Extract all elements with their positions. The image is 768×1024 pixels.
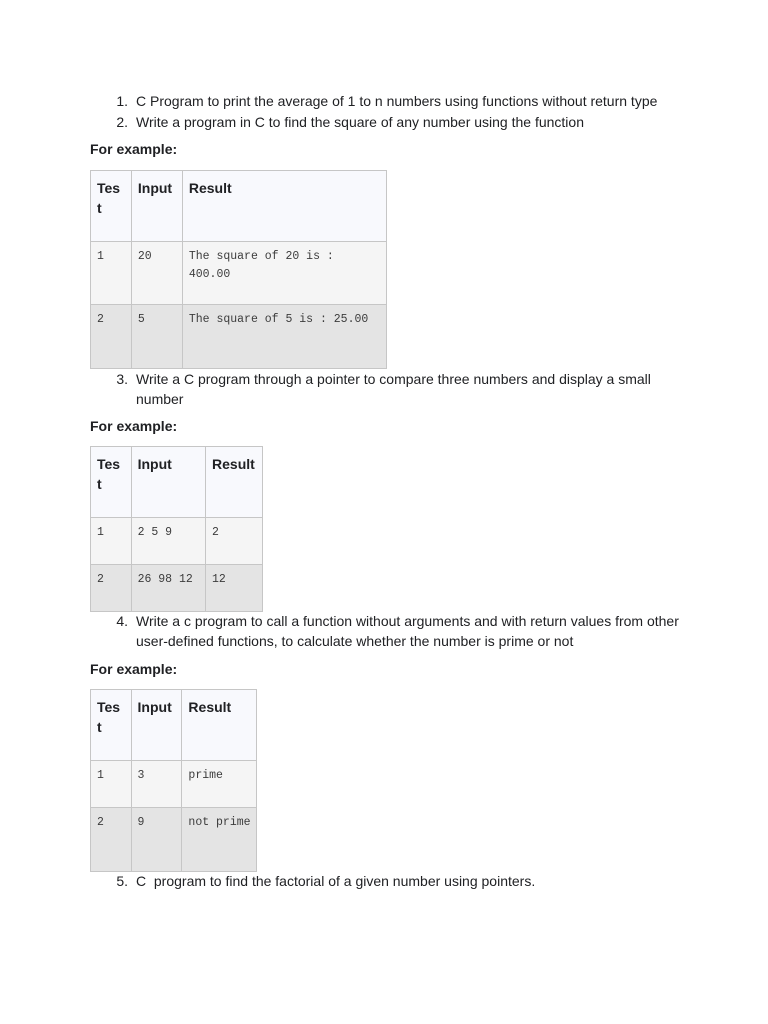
cell-result: The square of 5 is : 25.00 xyxy=(182,305,386,369)
table-row xyxy=(91,242,387,305)
list-number: 3. xyxy=(116,371,128,387)
list-text: C program to find the factorial of a given number using pointers. xyxy=(136,873,536,889)
table-header-row xyxy=(91,171,387,242)
list-text: Write a c program to call a function without arguments and with return values from other user-defined functions, to calculate whether the number is prime or not xyxy=(136,613,679,649)
cell-test: 1 xyxy=(91,761,132,808)
list-text: Write a C program through a pointer to compare three numbers and display a small number xyxy=(136,371,651,407)
cell-test: 1 xyxy=(91,518,132,565)
table-row xyxy=(91,518,263,565)
header-input: Input xyxy=(131,171,182,242)
example-label: For example: xyxy=(90,141,178,157)
cell-input: 2 5 9 xyxy=(131,518,205,565)
header-result: Result xyxy=(182,171,386,242)
example-label: For example: xyxy=(90,418,178,434)
table-header-row xyxy=(91,447,263,518)
table-header-row xyxy=(91,690,257,761)
cell-input: 3 xyxy=(131,761,182,808)
cell-input: 9 xyxy=(131,808,182,872)
table-row xyxy=(91,305,387,369)
cell-test: 1 xyxy=(91,242,132,305)
list-text: Write a program in C to find the square of any number using the function xyxy=(136,114,584,130)
header-result: Result xyxy=(182,690,257,761)
header-test: Tes t xyxy=(91,171,132,242)
list-text: C Program to print the average of 1 to n numbers using functions without return type xyxy=(136,93,658,109)
header-input: Input xyxy=(131,690,182,761)
header-result: Result xyxy=(206,447,263,518)
header-test: Tes t xyxy=(91,690,132,761)
cell-test: 2 xyxy=(91,808,132,872)
cell-result: The square of 20 is : 400.00 xyxy=(182,242,386,305)
list-number: 4. xyxy=(116,613,128,629)
header-input: Input xyxy=(131,447,205,518)
cell-input: 20 xyxy=(131,242,182,305)
list-number: 2. xyxy=(116,114,128,130)
example-table-1 xyxy=(90,170,387,369)
example-table-2 xyxy=(90,446,263,612)
list-number: 5. xyxy=(116,873,128,889)
cell-result: prime xyxy=(182,761,257,808)
cell-test: 2 xyxy=(91,305,132,369)
table-row xyxy=(91,808,257,872)
cell-test: 2 xyxy=(91,565,132,612)
example-table-3 xyxy=(90,689,257,872)
example-label: For example: xyxy=(90,661,178,677)
cell-result: 2 xyxy=(206,518,263,565)
cell-input: 5 xyxy=(131,305,182,369)
cell-result: 12 xyxy=(206,565,263,612)
cell-input: 26 98 12 xyxy=(131,565,205,612)
header-test: Tes t xyxy=(91,447,132,518)
cell-result: not prime xyxy=(182,808,257,872)
list-number: 1. xyxy=(116,93,128,109)
table-row xyxy=(91,565,263,612)
table-row xyxy=(91,761,257,808)
